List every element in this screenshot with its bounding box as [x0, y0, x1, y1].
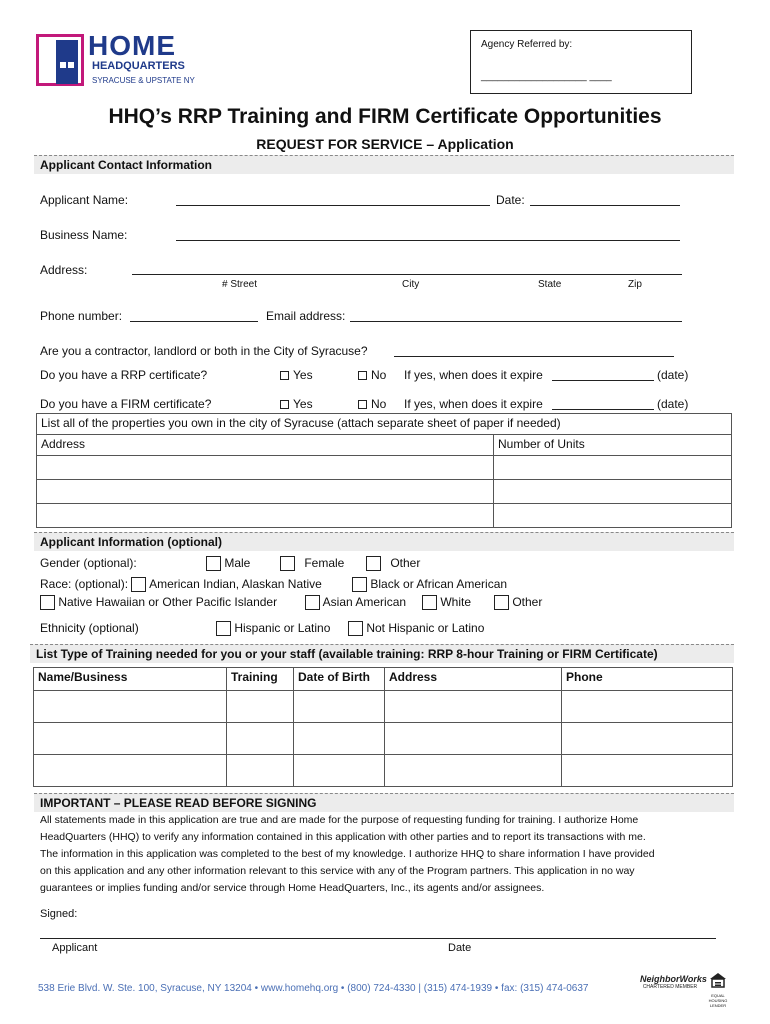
rrp-no-checkbox[interactable] — [358, 371, 367, 380]
gender-other-label: Other — [390, 556, 421, 570]
page-subtitle: REQUEST FOR SERVICE – Application — [256, 136, 514, 152]
date-field[interactable] — [530, 205, 680, 206]
training-section-header: List Type of Training needed for you or your staff (available training: RRP 8-hour Training or FIRM Certificate) — [30, 644, 734, 663]
male-checkbox[interactable] — [206, 556, 221, 571]
firm-question: Do you have a FIRM certificate? — [40, 397, 212, 411]
race-american-indian-label: American Indian, Alaskan Native — [149, 577, 322, 591]
not-hispanic-label: Not Hispanic or Latino — [366, 621, 485, 635]
firm-expire-label: If yes, when does it expire — [404, 397, 543, 411]
table-row — [37, 456, 732, 480]
property-units-cell[interactable] — [494, 456, 732, 480]
signature-line[interactable] — [40, 938, 716, 939]
phone-label: Phone number: — [40, 309, 123, 323]
applicant-name-label: Applicant Name: — [40, 193, 129, 207]
rrp-expire-label: If yes, when does it expire — [404, 368, 543, 382]
firm-yes-label: Yes — [293, 397, 313, 411]
city-caption: City — [402, 279, 420, 290]
address-field[interactable] — [132, 274, 682, 275]
equal-housing-text: EQUAL HOUSING LENDER — [708, 993, 728, 1008]
logo-text-region: SYRACUSE & UPSTATE NY — [92, 76, 195, 85]
firm-no-label: No — [371, 397, 387, 411]
training-col-address: Address — [385, 668, 562, 691]
equal-housing-icon — [706, 972, 730, 1008]
logo-text-home: HOME — [88, 30, 176, 61]
important-header: IMPORTANT – PLEASE READ BEFORE SIGNING — [34, 793, 734, 812]
female-checkbox[interactable] — [280, 556, 295, 571]
firm-yes-checkbox[interactable] — [280, 400, 289, 409]
business-name-label: Business Name: — [40, 228, 128, 242]
agency-box — [470, 30, 692, 94]
race-other-checkbox[interactable] — [494, 595, 509, 610]
race-hawaiian-label: Native Hawaiian or Other Pacific Islander — [58, 595, 278, 609]
properties-col-address: Address — [37, 435, 494, 456]
not-hispanic-checkbox[interactable] — [348, 621, 363, 636]
training-col-name: Name/Business — [34, 668, 227, 691]
neighborworks-text: NeighborWorks — [640, 974, 707, 984]
contractor-answer-field[interactable] — [394, 356, 674, 357]
gender-label: Gender (optional): — [40, 556, 137, 570]
table-row — [34, 723, 733, 755]
firm-expire-field[interactable] — [552, 409, 654, 410]
footer-address: 538 Erie Blvd. W. Ste. 100, Syracuse, NY 13204 • www.homehq.org • (800) 724-4330 | (315) 474-1939 • fax: (315) 474-0637 — [38, 983, 589, 994]
date-caption: Date — [448, 942, 472, 954]
logo — [36, 32, 206, 90]
race-black-checkbox[interactable] — [352, 577, 367, 592]
firm-date-hint: (date) — [657, 397, 689, 411]
rrp-question: Do you have a RRP certificate? — [40, 368, 208, 382]
race-asian-label: Asian American — [322, 595, 407, 609]
race-black-label: Black or African American — [370, 577, 508, 591]
email-label: Email address: — [266, 309, 346, 323]
table-row — [34, 755, 733, 787]
gender-other-checkbox[interactable] — [366, 556, 381, 571]
rrp-expire-field[interactable] — [552, 380, 654, 381]
table-row — [34, 691, 733, 723]
training-col-training: Training — [227, 668, 294, 691]
state-caption: State — [538, 279, 562, 290]
page-title: HHQ’s RRP Training and FIRM Certificate Opportunities — [108, 105, 662, 128]
race-label: Race: (optional): — [40, 577, 129, 591]
race-asian-checkbox[interactable] — [305, 595, 320, 610]
firm-no-checkbox[interactable] — [358, 400, 367, 409]
race-other-label: Other — [512, 595, 543, 609]
agency-field[interactable]: ___________________ ____ — [481, 71, 612, 82]
phone-field[interactable] — [130, 321, 258, 322]
female-label: Female — [304, 556, 345, 570]
property-units-cell[interactable] — [494, 504, 732, 528]
properties-col-units: Number of Units — [494, 435, 732, 456]
race-american-indian-checkbox[interactable] — [131, 577, 146, 592]
date-label: Date: — [496, 193, 525, 207]
training-col-phone: Phone — [562, 668, 733, 691]
contractor-question: Are you a contractor, landlord or both in the City of Syracuse? — [40, 344, 368, 358]
email-field[interactable] — [350, 321, 682, 322]
neighborworks-logo — [640, 974, 707, 990]
property-address-cell[interactable] — [37, 480, 494, 504]
race-hawaiian-checkbox[interactable] — [40, 595, 55, 610]
zip-caption: Zip — [628, 279, 642, 290]
properties-table — [36, 413, 732, 528]
agency-label: Agency Referred by: — [481, 39, 573, 50]
hispanic-label: Hispanic or Latino — [234, 621, 331, 635]
rrp-date-hint: (date) — [657, 368, 689, 382]
properties-header: List all of the properties you own in the city of Syracuse (attach separate sheet of paper if needed) — [37, 414, 732, 435]
signed-label: Signed: — [40, 908, 78, 920]
applicant-name-field[interactable] — [176, 205, 490, 206]
logo-text-hq: HEADQUARTERS — [92, 60, 185, 72]
rrp-yes-checkbox[interactable] — [280, 371, 289, 380]
address-label: Address: — [40, 263, 88, 277]
training-table — [33, 667, 733, 787]
male-label: Male — [224, 556, 251, 570]
training-col-dob: Date of Birth — [294, 668, 385, 691]
applicant-info-header: Applicant Information (optional) — [34, 532, 734, 551]
hispanic-checkbox[interactable] — [216, 621, 231, 636]
applicant-caption: Applicant — [52, 942, 98, 954]
ethnicity-label: Ethnicity (optional) — [40, 621, 139, 635]
table-row — [37, 480, 732, 504]
property-address-cell[interactable] — [37, 456, 494, 480]
rrp-yes-label: Yes — [293, 368, 313, 382]
race-white-checkbox[interactable] — [422, 595, 437, 610]
race-white-label: White — [440, 595, 472, 609]
contact-section-header: Applicant Contact Information — [34, 155, 734, 174]
important-text: All statements made in this application are true and are made for the purpose of requesting funding for training. I authorize Home HeadQuarters (HHQ) to verify any information contained in this application with other parties and to report its transactions with me. The information in this application was completed to the best of my knowledge. I authorize HHQ to share information I have provided on this application and any other information relevant to this service with any of the Program partners. This application in no way guarantees or implies funding and/or service through Home HeadQuarters, Inc., its agents and/or assignees. — [40, 814, 655, 894]
property-units-cell[interactable] — [494, 480, 732, 504]
table-row — [37, 504, 732, 528]
street-caption: # Street — [222, 279, 258, 290]
neighborworks-sub: CHARTERED MEMBER — [642, 984, 698, 990]
property-address-cell[interactable] — [37, 504, 494, 528]
rrp-no-label: No — [371, 368, 387, 382]
business-name-field[interactable] — [176, 240, 680, 241]
